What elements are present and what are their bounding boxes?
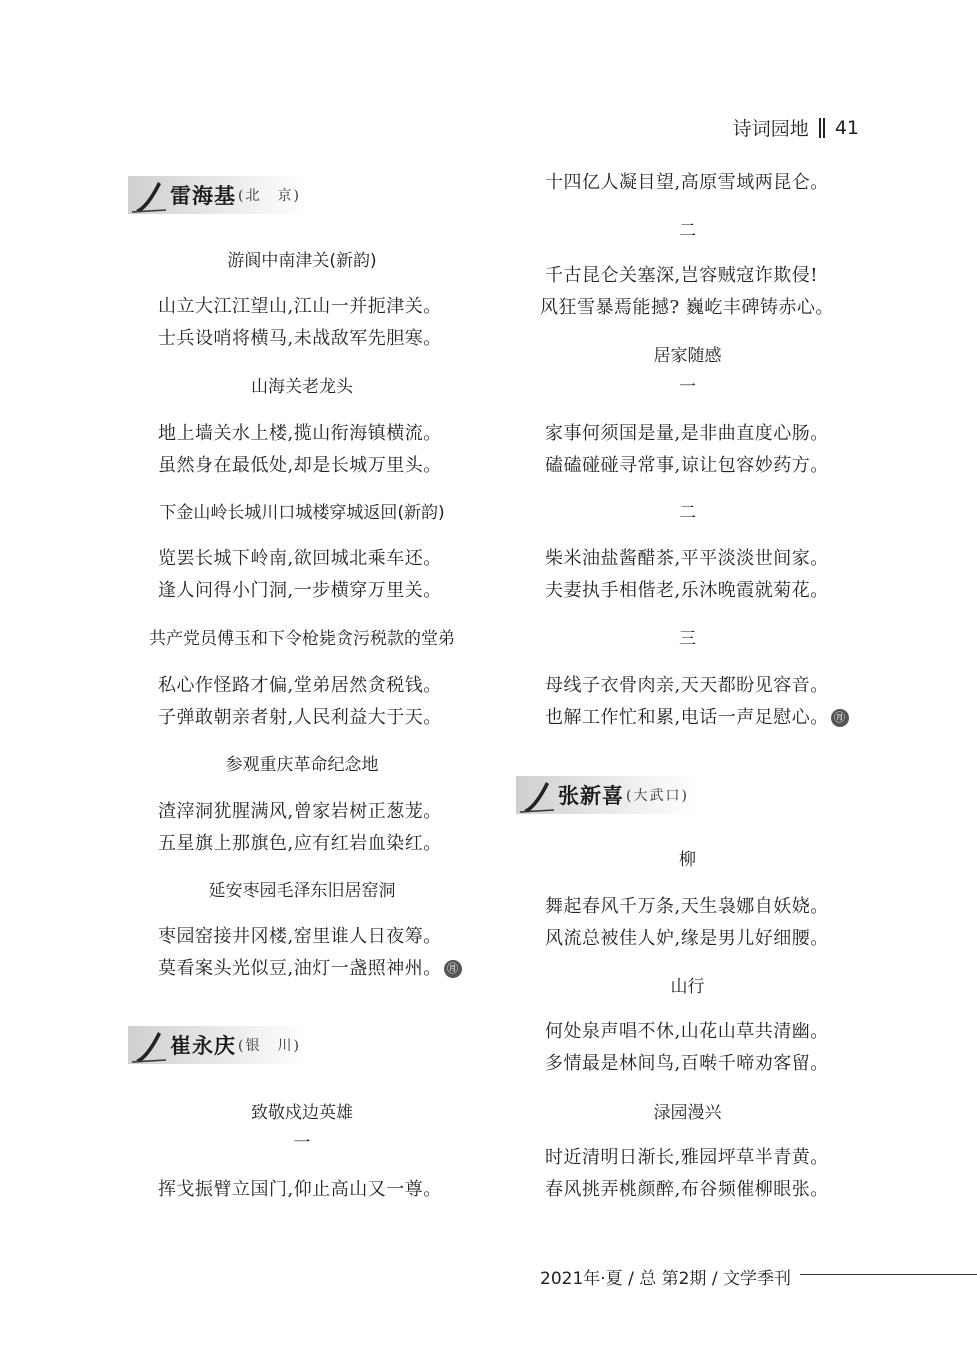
poem-title: 渌园漫兴 <box>653 1103 722 1123</box>
author-place: (银 川) <box>238 1038 301 1054</box>
poem-line: 时近清明日渐长,雅园坪草半青黄。 <box>545 1147 829 1168</box>
page-footer: 2021年·夏 / 总 第2期 / 文学季刊 <box>540 1269 791 1289</box>
poem-title: 致敬戍边英雄 <box>251 1103 353 1123</box>
poem-line: 柴米油盐酱醋茶,平平淡淡世间家。 <box>545 548 829 569</box>
poem-part-number: 三 <box>679 629 696 649</box>
poem-line: 地上墙关水上楼,揽山衔海镇横流。 <box>158 423 442 444</box>
running-header <box>733 114 859 141</box>
poem-line: 夫妻执手相偕老,乐沐晚霞就菊花。 <box>545 580 829 601</box>
poem-line: 渣滓洞犹腥满风,曾家岩树正葱茏。 <box>158 801 442 822</box>
brush-icon <box>128 176 170 214</box>
footer-rule <box>800 1274 977 1275</box>
header-separator <box>819 118 825 138</box>
poem-line: 挥戈振臂立国门,仰止高山又一尊。 <box>158 1179 442 1200</box>
poem-title: 游阆中南津关(新韵) <box>227 251 377 271</box>
page-number: 41 <box>834 116 859 139</box>
poem-line: 磕磕碰碰寻常事,谅让包容妙药方。 <box>545 455 829 476</box>
author-heading-zhang <box>516 776 696 814</box>
poem-line: 母线子衣骨肉亲,天天都盼见容音。 <box>545 675 829 696</box>
author-place: (大武口) <box>626 788 689 804</box>
poem-line: 五星旗上那旗色,应有红岩血染红。 <box>158 833 442 854</box>
poem-title: 山海关老龙头 <box>251 377 353 397</box>
poem-line: 山立大江江望山,江山一并扼津关。 <box>158 296 442 317</box>
poem-line: 多情最是林间鸟,百啭千啼劝客留。 <box>545 1053 829 1074</box>
poem-title: 柳 <box>679 850 696 870</box>
poem-line: 舞起春风千万条,天生袅娜自妖娆。 <box>545 896 829 917</box>
poem-line: 家事何须国是量,是非曲直度心肠。 <box>545 423 829 444</box>
poem-line: 枣园窑接井冈楼,窑里谁人日夜筹。 <box>158 926 442 947</box>
poem-line: 子弹敢朝亲者射,人民利益大于天。 <box>158 707 442 728</box>
poem-line: 莫看案头光似豆,油灯一盏照神州。 ㊊ <box>158 954 462 980</box>
poem-line: 十四亿人凝目望,高原雪域两昆仑。 <box>545 172 829 193</box>
poem-title: 参观重庆革命纪念地 <box>225 755 379 775</box>
end-mark-icon: ㊊ <box>444 960 462 978</box>
poem-title: 居家随感 <box>653 346 722 366</box>
section-title: 诗词园地 <box>732 118 809 140</box>
poem-line: 风狂雪暴焉能撼? 巍屹丰碑铸赤心。 <box>540 297 834 318</box>
poem-title: 延安枣园毛泽东旧居窑洞 <box>208 881 396 901</box>
author-heading-lei <box>128 176 308 214</box>
poem-part-number: 一 <box>293 1133 311 1153</box>
poem-part-number: 二 <box>679 221 696 241</box>
author-heading-cui <box>128 1026 308 1064</box>
author-place: (北 京) <box>238 188 301 204</box>
author-name: 崔永庆 <box>170 1033 236 1058</box>
poem-part-number: 二 <box>679 503 696 523</box>
poem-title: 下金山岭长城川口城楼穿城返回(新韵) <box>159 503 445 523</box>
poem-title: 山行 <box>670 977 705 997</box>
poem-line: 览罢长城下岭南,欲回城北乘车还。 <box>158 548 442 569</box>
poem-title: 共产党员傅玉和下令枪毙贪污税款的堂弟 <box>149 629 455 649</box>
poem-part-number: 一 <box>679 377 696 397</box>
poem-line: 何处泉声唱不休,山花山草共清幽。 <box>545 1021 829 1042</box>
poem-line: 也解工作忙和累,电话一声足慰心。 ㊊ <box>545 703 849 729</box>
brush-icon <box>128 1026 170 1064</box>
poem-line: 虽然身在最低处,却是长城万里头。 <box>158 455 442 476</box>
poem-line: 千古昆仑关塞深,岂容贼寇诈欺侵! <box>545 265 818 286</box>
author-name: 张新喜 <box>558 783 624 808</box>
author-name: 雷海基 <box>170 183 236 208</box>
poem-line: 逢人问得小门洞,一步横穿万里关。 <box>158 580 442 601</box>
poem-line: 风流总被佳人妒,缘是男儿好细腰。 <box>545 928 829 949</box>
poem-line: 春风挑弄桃颜醉,布谷频催柳眼张。 <box>545 1179 829 1200</box>
brush-icon <box>516 776 558 814</box>
poem-line: 私心作怪路才偏,堂弟居然贪税钱。 <box>158 675 442 696</box>
end-mark-icon: ㊊ <box>831 709 849 727</box>
poem-line: 士兵设哨将横马,未战敌军先胆寒。 <box>158 328 442 349</box>
